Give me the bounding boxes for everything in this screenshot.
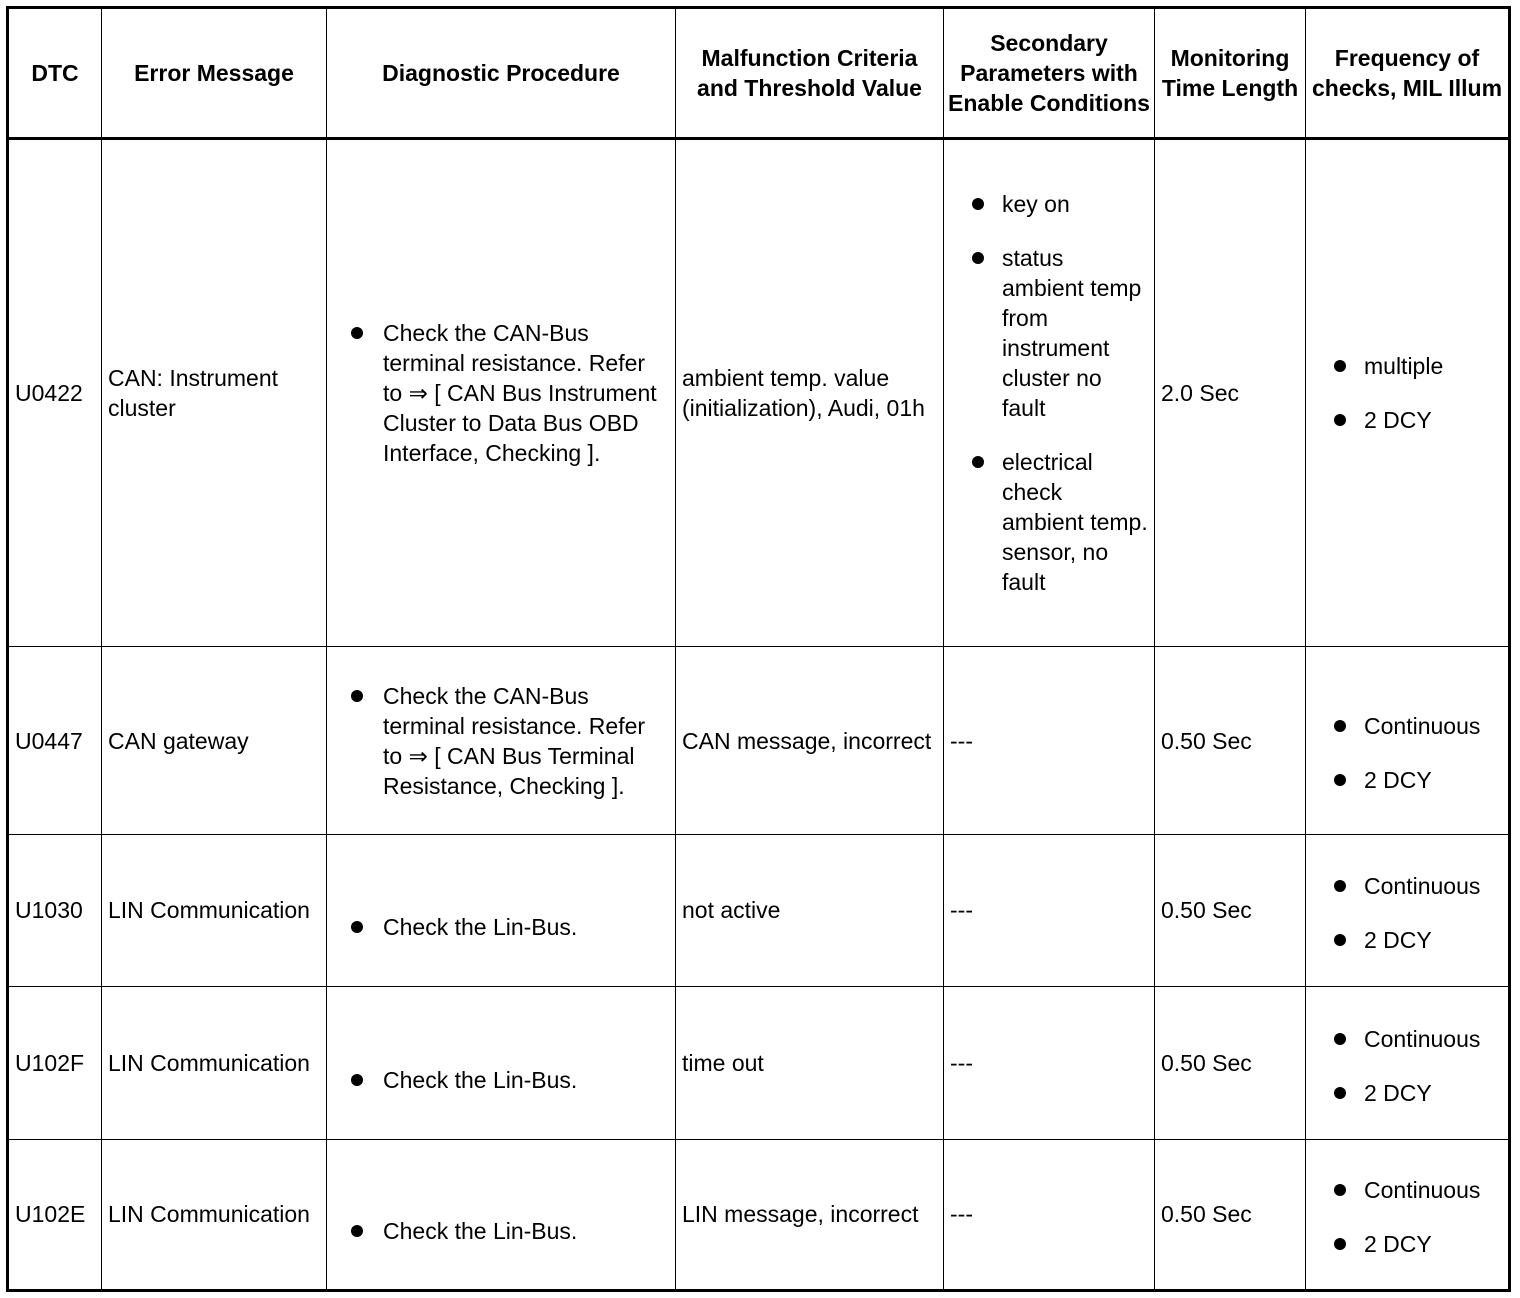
frequency-bullet: 2 DCY: [1364, 765, 1502, 795]
procedure-bullet: Check the Lin-Bus.: [383, 1065, 669, 1095]
error-message: CAN gateway: [102, 647, 327, 834]
secondary-parameters: ---: [944, 1139, 1155, 1290]
secondary-bullet: key on: [1002, 189, 1148, 219]
malfunction-criteria: LIN message, incorrect: [676, 1139, 944, 1290]
dtc-code: U102E: [8, 1139, 102, 1290]
error-message: CAN: Instrument cluster: [102, 139, 327, 647]
secondary-parameters: ---: [944, 986, 1155, 1139]
malfunction-criteria: time out: [676, 986, 944, 1139]
malfunction-criteria: not active: [676, 834, 944, 986]
dtc-table: [6, 6, 1511, 1292]
frequency-bullet: 2 DCY: [1364, 1078, 1502, 1108]
header-error-message: Error Message: [102, 8, 327, 139]
secondary-parameters: ---: [944, 647, 1155, 834]
header-diagnostic-procedure: Diagnostic Procedure: [327, 8, 676, 139]
monitoring-time: 0.50 Sec: [1155, 647, 1306, 834]
secondary-parameters: [944, 139, 1155, 647]
monitoring-time: 0.50 Sec: [1155, 834, 1306, 986]
header-secondary-parameters: Secondary Parameters with Enable Conditions: [944, 8, 1155, 139]
frequency: [1306, 834, 1510, 986]
frequency-bullet: 2 DCY: [1364, 1229, 1502, 1259]
procedure-bullet: Check the Lin-Bus.: [383, 1216, 669, 1246]
frequency: [1306, 986, 1510, 1139]
secondary-parameters: ---: [944, 834, 1155, 986]
monitoring-time: 0.50 Sec: [1155, 1139, 1306, 1290]
frequency-bullet: Continuous: [1364, 1175, 1502, 1205]
frequency: [1306, 1139, 1510, 1290]
secondary-bullet: status ambient temp from instrument cluster no fault: [1002, 243, 1148, 423]
frequency-bullet: 2 DCY: [1364, 405, 1502, 435]
error-message: LIN Communication: [102, 834, 327, 986]
procedure-bullet: Check the Lin-Bus.: [383, 912, 669, 942]
diagnostic-procedure: [327, 647, 676, 834]
header-monitoring-time: Monitoring Time Length: [1155, 8, 1306, 139]
secondary-bullet: electrical check ambient temp. sensor, no fault: [1002, 449, 1148, 596]
diagnostic-procedure: [327, 986, 676, 1139]
monitoring-time: 0.50 Sec: [1155, 986, 1306, 1139]
table-row: [8, 1139, 1510, 1290]
dtc-code: U102F: [8, 986, 102, 1139]
frequency: [1306, 139, 1510, 647]
error-message: LIN Communication: [102, 986, 327, 1139]
malfunction-criteria: ambient temp. value (initialization), Audi, 01h: [676, 139, 944, 647]
table-row: [8, 647, 1510, 834]
frequency-bullet: multiple: [1364, 351, 1502, 381]
frequency-bullet: Continuous: [1364, 871, 1502, 901]
procedure-bullet: Check the CAN-Bus terminal resistance. Refer to ⇒ [ CAN Bus Instrument Cluster to Data Bus OBD Interface, Checking ].: [383, 318, 669, 468]
monitoring-time: 2.0 Sec: [1155, 139, 1306, 647]
table-row: [8, 139, 1510, 647]
diagnostic-procedure: [327, 139, 676, 647]
frequency-bullet: Continuous: [1364, 1024, 1502, 1054]
header-row: [8, 8, 1510, 139]
header-dtc: DTC: [8, 8, 102, 139]
header-frequency: Frequency of checks, MIL Illum: [1306, 8, 1510, 139]
header-malfunction-criteria: Malfunction Criteria and Threshold Value: [676, 8, 944, 139]
diagnostic-procedure: [327, 1139, 676, 1290]
procedure-bullet: Check the CAN-Bus terminal resistance. Refer to ⇒ [ CAN Bus Terminal Resistance, Checking ].: [383, 681, 669, 801]
diagnostic-procedure: [327, 834, 676, 986]
dtc-code: U0447: [8, 647, 102, 834]
frequency-bullet: Continuous: [1364, 711, 1502, 741]
table-row: [8, 834, 1510, 986]
dtc-code: U1030: [8, 834, 102, 986]
table-row: [8, 986, 1510, 1139]
frequency-bullet: 2 DCY: [1364, 925, 1502, 955]
error-message: LIN Communication: [102, 1139, 327, 1290]
malfunction-criteria: CAN message, incorrect: [676, 647, 944, 834]
frequency: [1306, 647, 1510, 834]
dtc-code: U0422: [8, 139, 102, 647]
